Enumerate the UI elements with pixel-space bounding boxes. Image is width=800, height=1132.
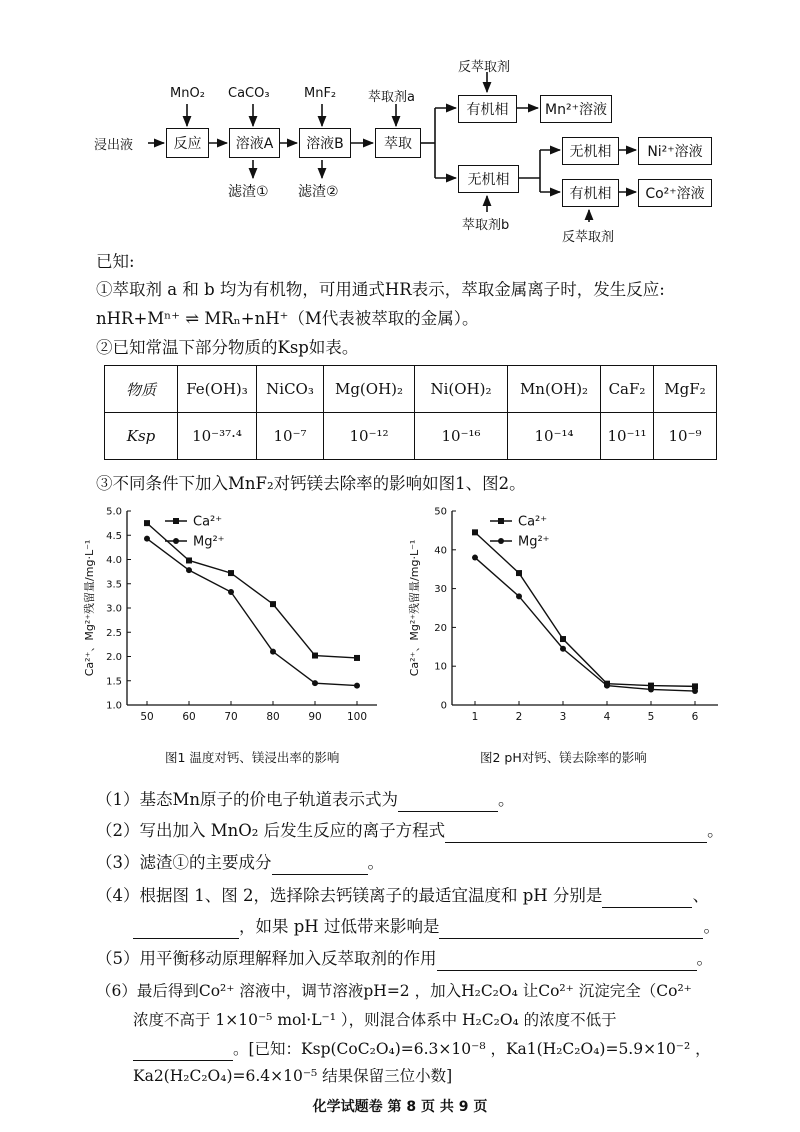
known-item-3: ③不同条件下加入MnF₂对钙镁去除率的影响如图1、图2。 (96, 474, 526, 493)
question-2-text: （2）写出加入 MnO₂ 后发生反应的离子方程式 (96, 821, 446, 840)
answer-blank-4c[interactable] (439, 920, 703, 939)
question-4 (96, 884, 709, 908)
substance-header: 物质 (105, 366, 178, 413)
data-point-ca (186, 557, 192, 563)
figure-2-chart (400, 500, 730, 740)
legend-label: Mg²⁺ (193, 534, 225, 550)
question-4-text: （4）根据图 1、图 2，选择除去钙镁离子的最适宜温度和 pH 分别是 (96, 886, 603, 905)
question-1-end: 。 (498, 790, 515, 809)
question-2-end: 。 (707, 821, 724, 840)
x-tick-label: 1 (471, 711, 479, 723)
question-3-text: （3）滤渣①的主要成分 (96, 853, 272, 872)
figure-2-caption: 图2 pH对钙、镁去除率的影响 (480, 750, 647, 765)
ksp-table-value-row (105, 413, 717, 460)
question-6-line-1: （6）最后得到Co²⁺ 溶液中，调节溶液pH=2 ，加入H₂C₂O₄ 让Co²⁺ 沉淀完全（Co²⁺ (96, 982, 692, 1000)
page-footer: 化学试题卷 第 8 页 共 9 页 (312, 1099, 488, 1115)
table-cell: 10⁻¹⁶ (415, 413, 508, 460)
data-point-mg (312, 680, 318, 686)
known-item-1-equation: nHR+Mⁿ⁺ ⇌ MRₙ+nH⁺（M代表被萃取的金属）。 (96, 309, 479, 328)
question-2 (96, 819, 724, 843)
table-cell: 10⁻¹⁴ (508, 413, 601, 460)
legend-label: Mg²⁺ (518, 534, 550, 550)
legend-marker (173, 518, 179, 524)
y-tick-label: 1.5 (106, 676, 122, 688)
data-point-mg (270, 649, 276, 655)
y-tick-label: 4.5 (106, 530, 122, 542)
x-tick-label: 60 (182, 711, 196, 723)
x-tick-label: 70 (224, 711, 238, 723)
series-line-mg (147, 539, 357, 686)
question-3-end: 。 (367, 853, 384, 872)
data-point-mg (648, 686, 654, 692)
y-tick-label: 40 (434, 545, 447, 557)
inorganic-phase-box-1: 无机相 (458, 165, 519, 193)
y-tick-label: 2.5 (106, 627, 122, 639)
table-cell: 10⁻⁷ (257, 413, 324, 460)
y-tick-label: 5.0 (106, 506, 122, 518)
series-line-mg (475, 558, 695, 691)
y-tick-label: 4.0 (106, 555, 122, 566)
question-4-sep: 、 (692, 886, 709, 905)
known-item-1: ①萃取剂 a 和 b 均为有机物，可用通式HR表示，萃取金属离子时，发生反应: (96, 280, 665, 299)
question-1 (96, 788, 515, 812)
table-cell: CaF₂ (601, 366, 654, 413)
data-point-ca (144, 520, 150, 526)
question-5-text: （5）用平衡移动原理解释加入反萃取剂的作用 (96, 949, 437, 968)
mnf2-reagent: MnF₂ (304, 86, 337, 101)
y-tick-label: 0 (440, 700, 447, 712)
answer-blank-4a[interactable] (602, 889, 692, 908)
data-point-ca (472, 529, 478, 535)
y-axis-label: Ca²⁺、Mg²⁺残留量/mg·L⁻¹ (83, 539, 96, 677)
table-cell: 10⁻³⁷·⁴ (178, 413, 257, 460)
question-6-line-2: 浓度不高于 1×10⁻⁵ mol·L⁻¹ ），则混合体系中 H₂C₂O₄ 的浓度不低于 (133, 1011, 617, 1029)
leach-solution-label: 浸出液 (94, 138, 134, 153)
residue-1-label: 滤渣① (228, 184, 269, 200)
y-tick-label: 10 (434, 661, 447, 673)
table-cell: Mg(OH)₂ (324, 366, 415, 413)
question-5-end: 。 (696, 949, 713, 968)
legend-label: Ca²⁺ (518, 514, 548, 530)
back-extractant-top-label: 反萃取剂 (458, 60, 511, 75)
legend-marker (498, 518, 504, 524)
question-4-cont (133, 915, 720, 939)
inorganic-phase-box-2: 无机相 (562, 137, 619, 165)
ni-solution-box: Ni²⁺溶液 (638, 137, 712, 165)
answer-blank-2[interactable] (445, 824, 707, 843)
data-point-mg (472, 555, 478, 561)
x-tick-label: 100 (346, 711, 368, 723)
x-tick-label: 80 (266, 711, 280, 723)
x-tick-label: 4 (603, 711, 611, 723)
question-3 (96, 851, 384, 875)
legend-marker (498, 538, 504, 544)
known-heading: 已知: (96, 252, 135, 271)
data-point-ca (312, 653, 318, 659)
answer-blank-6[interactable] (133, 1042, 233, 1061)
table-cell: 10⁻¹¹ (601, 413, 654, 460)
answer-blank-3[interactable] (272, 856, 368, 875)
reaction-box: 反应 (166, 128, 209, 158)
organic-phase-box-1: 有机相 (458, 95, 517, 123)
solution-b-box: 溶液B (299, 128, 351, 158)
table-cell: Fe(OH)₃ (178, 366, 257, 413)
question-5 (96, 947, 713, 971)
series-line-ca (147, 523, 357, 658)
flowchart-arrows (0, 0, 800, 250)
data-point-mg (144, 536, 150, 542)
figure-1-caption: 图1 温度对钙、镁浸出率的影响 (165, 750, 340, 765)
data-point-mg (354, 683, 360, 689)
y-axis-label: Ca²⁺、Mg²⁺残留量/mg·L⁻¹ (408, 539, 421, 677)
organic-phase-box-2: 有机相 (562, 179, 619, 207)
data-point-mg (560, 646, 566, 652)
question-1-text: （1）基态Mn原子的价电子轨道表示式为 (96, 790, 399, 809)
ksp-table (104, 365, 717, 460)
data-point-mg (604, 683, 610, 689)
figure-1-chart (70, 500, 390, 740)
extractant-a-label: 萃取剂a (368, 90, 415, 105)
answer-blank-4b[interactable] (133, 920, 239, 939)
legend-label: Ca²⁺ (193, 514, 223, 530)
question-4-text-2: ，如果 pH 过低带来影响是 (239, 917, 440, 936)
question-6-text-3: 。[已知：Ksp(CoC₂O₄)=6.3×10⁻⁸ ，Ka1(H₂C₂O₄)=5.9×10⁻² ， (233, 1040, 711, 1058)
table-cell: 10⁻¹² (324, 413, 415, 460)
y-tick-label: 2.0 (106, 652, 122, 663)
y-tick-label: 3.0 (106, 603, 122, 615)
data-point-mg (516, 593, 522, 599)
back-extractant-bottom-label: 反萃取剂 (562, 230, 615, 245)
table-cell: MgF₂ (654, 366, 717, 413)
data-point-mg (186, 567, 192, 573)
solution-a-box: 溶液A (229, 128, 280, 158)
co-solution-box: Co²⁺溶液 (638, 179, 712, 207)
question-6-line-4: Ka2(H₂C₂O₄)=6.4×10⁻⁵ 结果保留三位小数] (133, 1067, 453, 1085)
mn-solution-box: Mn²⁺溶液 (540, 95, 612, 123)
y-tick-label: 50 (434, 506, 447, 518)
table-cell: Ni(OH)₂ (415, 366, 508, 413)
data-point-ca (270, 601, 276, 607)
series-line-ca (475, 532, 695, 686)
data-point-mg (228, 589, 234, 595)
data-point-ca (560, 636, 566, 642)
data-point-ca (354, 655, 360, 661)
table-cell: NiCO₃ (257, 366, 324, 413)
x-tick-label: 3 (559, 711, 567, 723)
y-tick-label: 20 (434, 622, 447, 634)
x-tick-label: 6 (691, 711, 699, 723)
y-tick-label: 3.5 (106, 579, 122, 591)
answer-blank-1[interactable] (398, 793, 498, 812)
table-cell: Mn(OH)₂ (508, 366, 601, 413)
question-6-line-3 (133, 1037, 711, 1061)
ksp-table-header-row (105, 366, 717, 413)
mno2-reagent: MnO₂ (170, 86, 205, 101)
data-point-ca (228, 570, 234, 576)
legend-marker (173, 538, 179, 544)
answer-blank-5[interactable] (437, 952, 697, 971)
known-item-2: ②已知常温下部分物质的Ksp如表。 (96, 338, 359, 357)
x-tick-label: 50 (140, 711, 154, 723)
question-4-end: 。 (703, 917, 720, 936)
data-point-mg (692, 688, 698, 694)
y-tick-label: 1.0 (106, 700, 122, 712)
ksp-header: Ksp (105, 413, 178, 460)
x-tick-label: 5 (647, 711, 655, 723)
extractant-b-label: 萃取剂b (462, 218, 510, 233)
residue-2-label: 滤渣② (298, 184, 339, 200)
x-tick-label: 2 (515, 711, 523, 723)
table-cell: 10⁻⁹ (654, 413, 717, 460)
data-point-ca (516, 570, 522, 576)
x-tick-label: 90 (308, 711, 322, 723)
extraction-box: 萃取 (375, 128, 421, 158)
y-tick-label: 30 (434, 584, 447, 596)
caco3-reagent: CaCO₃ (228, 86, 270, 101)
